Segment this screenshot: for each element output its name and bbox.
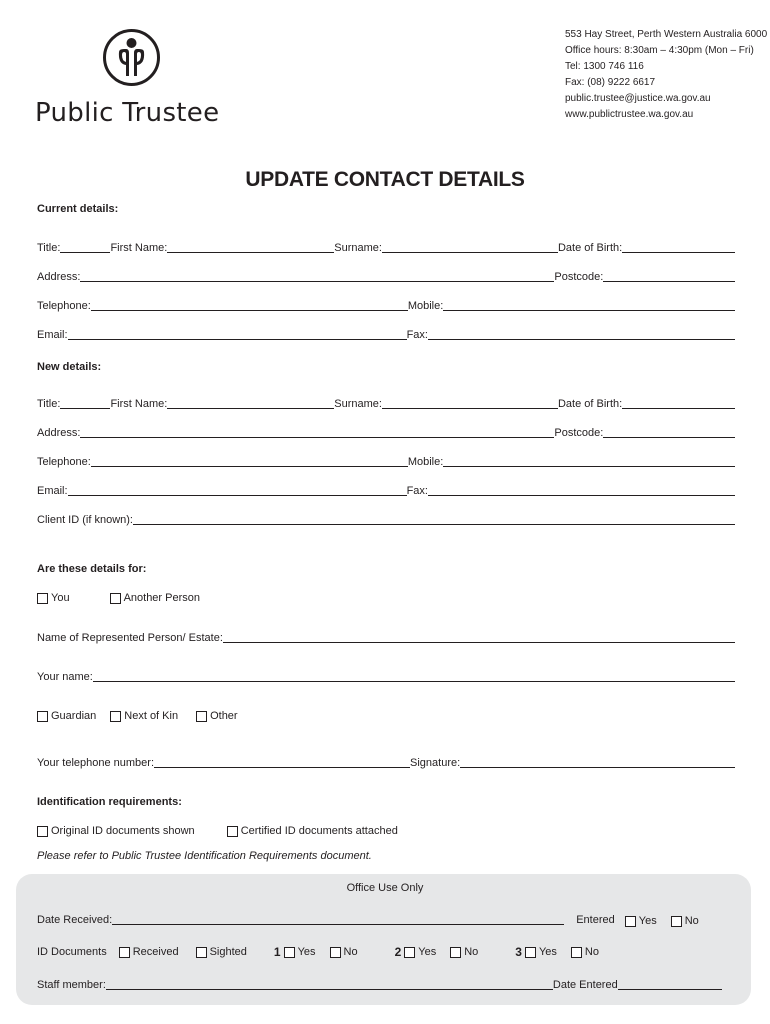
title-label: Title: — [37, 398, 61, 410]
telephone-label: Telephone: — [37, 300, 91, 312]
new-mobile-field[interactable] — [443, 466, 735, 467]
contact-block — [565, 27, 767, 123]
id-documents-label: ID Documents — [37, 946, 107, 958]
current-title-field[interactable] — [60, 252, 110, 253]
postcode-label: Postcode: — [554, 271, 604, 283]
new-address-field[interactable] — [80, 437, 554, 438]
client-id-field[interactable] — [133, 524, 735, 525]
you-checkbox[interactable] — [37, 593, 48, 604]
current-dob-field[interactable] — [622, 252, 735, 253]
date-entered-label: Date Entered — [552, 979, 618, 991]
new-name-row — [37, 397, 735, 411]
date-received-label: Date Received: — [37, 914, 113, 926]
sighted-label: Sighted — [209, 946, 247, 958]
represented-person-row — [37, 631, 735, 645]
new-details-heading: New details: — [37, 361, 102, 373]
identification-options — [37, 824, 398, 838]
telephone-line: Tel: 1300 746 116 — [565, 61, 644, 72]
your-name-row — [37, 670, 735, 684]
id-3-group — [515, 945, 599, 959]
your-name-label: Your name: — [37, 671, 93, 683]
client-id-label: Client ID (if known): — [37, 514, 133, 526]
another-person-option[interactable] — [110, 592, 200, 604]
new-email-row — [37, 484, 735, 498]
received-option[interactable] — [119, 946, 179, 958]
new-email-field[interactable] — [68, 495, 407, 496]
id-1-number: 1 — [273, 945, 281, 959]
address-label: Address: — [37, 271, 81, 283]
date-received-field[interactable] — [112, 924, 564, 925]
new-phone-row — [37, 455, 735, 469]
website-link[interactable]: www.publictrustee.wa.gov.au — [565, 109, 694, 120]
signature-label: Signature: — [410, 757, 461, 769]
first-name-label: First Name: — [110, 242, 168, 254]
entered-label: Entered — [576, 914, 615, 926]
represented-person-label: Name of Represented Person/ Estate: — [37, 632, 223, 644]
another-person-label: Another Person — [123, 592, 200, 604]
surname-label: Surname: — [334, 242, 382, 254]
id-1-yes-checkbox[interactable] — [284, 947, 295, 958]
id-3-number: 3 — [515, 945, 522, 959]
guardian-label: Guardian — [51, 710, 97, 722]
current-telephone-field[interactable] — [91, 310, 408, 311]
email-label: Email: — [37, 485, 68, 497]
new-telephone-field[interactable] — [91, 466, 408, 467]
staff-member-field[interactable] — [106, 989, 553, 990]
current-email-field[interactable] — [68, 339, 407, 340]
entered-yes-checkbox[interactable] — [625, 916, 636, 927]
date-received-row — [37, 913, 735, 927]
entered-yes-label: Yes — [638, 915, 657, 927]
date-entered-field[interactable] — [618, 989, 722, 990]
id-3-yes-label: Yes — [538, 946, 557, 958]
client-id-row — [37, 513, 735, 527]
email-label: Email: — [37, 329, 68, 341]
dob-label: Date of Birth: — [557, 398, 623, 410]
you-label: You — [51, 592, 70, 604]
title-label: Title: — [37, 242, 61, 254]
current-address-row — [37, 270, 735, 284]
id-2-yes-checkbox[interactable] — [404, 947, 415, 958]
entered-no-checkbox[interactable] — [671, 916, 682, 927]
id-1-no-checkbox[interactable] — [330, 947, 341, 958]
mobile-label: Mobile: — [407, 456, 444, 468]
guardian-option[interactable] — [37, 710, 96, 722]
new-fax-field[interactable] — [428, 495, 735, 496]
current-phone-row — [37, 299, 735, 313]
signature-field[interactable] — [460, 767, 735, 768]
current-details-heading: Current details: — [37, 203, 119, 215]
guardian-checkbox[interactable] — [37, 711, 48, 722]
id-1-group — [274, 945, 358, 959]
original-id-option[interactable] — [37, 825, 195, 837]
represented-person-field[interactable] — [223, 642, 735, 643]
entered-no-label: No — [684, 915, 699, 927]
logo-wordmark: Public Trustee — [35, 98, 220, 128]
other-checkbox[interactable] — [196, 711, 207, 722]
office-hours-line: Office hours: 8:30am – 4:30pm (Mon – Fri) — [565, 45, 754, 56]
original-id-label: Original ID documents shown — [51, 825, 195, 837]
email-link[interactable]: public.trustee@justice.wa.gov.au — [565, 93, 711, 104]
id-2-group — [395, 945, 479, 959]
new-title-field[interactable] — [60, 408, 110, 409]
details-for-options — [37, 591, 200, 605]
postcode-label: Postcode: — [554, 427, 604, 439]
next-of-kin-checkbox[interactable] — [110, 711, 121, 722]
current-first-name-field[interactable] — [167, 252, 334, 253]
your-telephone-label: Your telephone number: — [37, 757, 155, 769]
mobile-label: Mobile: — [407, 300, 444, 312]
dob-label: Date of Birth: — [557, 242, 623, 254]
fax-label: Fax: — [406, 329, 428, 341]
new-dob-field[interactable] — [622, 408, 735, 409]
relationship-options — [37, 709, 238, 723]
first-name-label: First Name: — [110, 398, 168, 410]
id-3-no-label: No — [584, 946, 599, 958]
sighted-option[interactable] — [196, 946, 247, 958]
id-2-number: 2 — [394, 945, 402, 959]
address-line: 553 Hay Street, Perth Western Australia 6000 — [565, 29, 768, 40]
phone-signature-row — [37, 756, 735, 770]
certified-id-option[interactable] — [227, 825, 398, 837]
other-label: Other — [210, 710, 238, 722]
your-telephone-field[interactable] — [154, 767, 410, 768]
new-first-name-field[interactable] — [167, 408, 334, 409]
another-person-checkbox[interactable] — [110, 593, 121, 604]
new-address-row — [37, 426, 735, 440]
entered-yes-option[interactable] — [625, 915, 657, 927]
id-documents-row — [37, 945, 599, 959]
form-title: UPDATE CONTACT DETAILS — [245, 168, 525, 191]
id-1-yes-label: Yes — [297, 946, 316, 958]
current-mobile-field[interactable] — [443, 310, 735, 311]
new-postcode-field[interactable] — [603, 437, 735, 438]
entered-no-option[interactable] — [671, 915, 699, 927]
current-surname-field[interactable] — [382, 252, 558, 253]
current-fax-field[interactable] — [428, 339, 735, 340]
telephone-label: Telephone: — [37, 456, 91, 468]
other-option[interactable] — [196, 710, 238, 722]
staff-member-row — [37, 978, 722, 992]
id-3-no-checkbox[interactable] — [571, 947, 582, 958]
identification-note: Please refer to Public Trustee Identification Requirements document. — [37, 850, 372, 862]
id-2-yes-label: Yes — [418, 946, 437, 958]
received-label: Received — [132, 946, 179, 958]
current-email-row — [37, 328, 735, 342]
certified-id-label: Certified ID documents attached — [240, 825, 398, 837]
id-3-yes-checkbox[interactable] — [525, 947, 536, 958]
office-use-title: Office Use Only — [346, 882, 424, 894]
id-1-no-label: No — [343, 946, 358, 958]
received-checkbox[interactable] — [119, 947, 130, 958]
you-option[interactable] — [37, 592, 70, 604]
fax-label: Fax: — [406, 485, 428, 497]
current-name-row — [37, 241, 735, 255]
staff-member-label: Staff member: — [37, 979, 106, 991]
certified-id-checkbox[interactable] — [227, 826, 238, 837]
fax-line: Fax: (08) 9222 6617 — [565, 77, 656, 88]
next-of-kin-label: Next of Kin — [124, 710, 179, 722]
new-surname-field[interactable] — [382, 408, 558, 409]
current-postcode-field[interactable] — [603, 281, 735, 282]
id-2-no-checkbox[interactable] — [450, 947, 461, 958]
surname-label: Surname: — [334, 398, 382, 410]
next-of-kin-option[interactable] — [110, 710, 178, 722]
original-id-checkbox[interactable] — [37, 826, 48, 837]
details-for-heading: Are these details for: — [37, 563, 147, 575]
identification-heading: Identification requirements: — [37, 796, 182, 808]
your-name-field[interactable] — [93, 681, 735, 682]
address-label: Address: — [37, 427, 81, 439]
current-address-field[interactable] — [80, 281, 554, 282]
public-trustee-logo-icon — [103, 29, 160, 86]
id-2-no-label: No — [464, 946, 479, 958]
sighted-checkbox[interactable] — [196, 947, 207, 958]
